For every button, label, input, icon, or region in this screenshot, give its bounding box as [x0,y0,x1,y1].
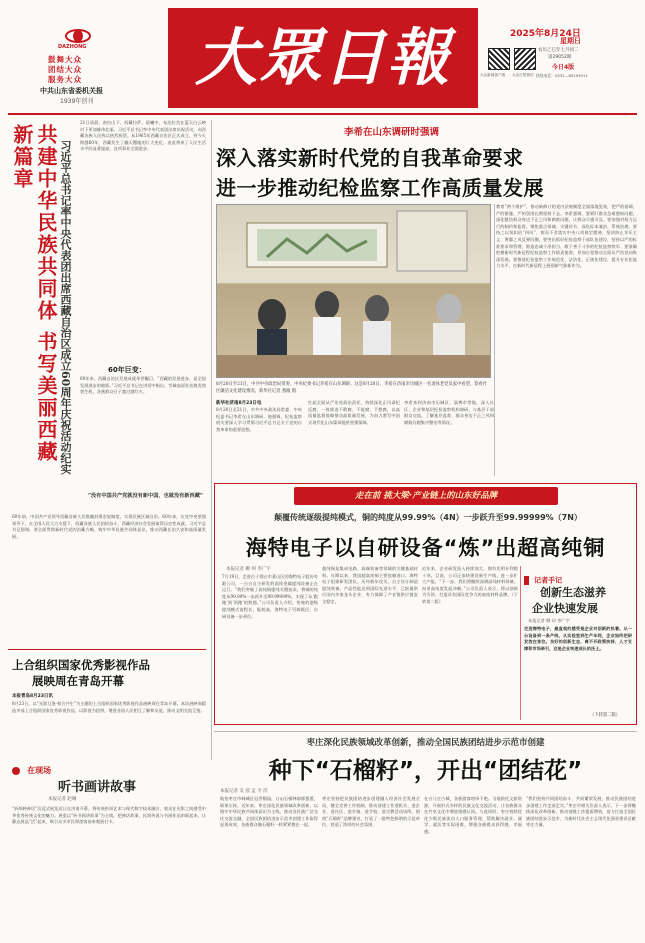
qr-label-wechat: 大众日报微信 [512,73,534,77]
qr-code-icon[interactable] [514,48,536,70]
page-count: 今日4版 [552,64,575,71]
left-news [8,655,208,755]
masthead [0,0,645,118]
bottom-headline: 种下“石榴籽”，开出“团结花” [268,758,583,784]
live-icon [12,767,20,775]
lead-photo [216,204,491,378]
left-feature-subtitle: 习近平总书记率中央代表团出席西藏自治区成立60周年庆祝活动纪实 [59,140,72,475]
newspaper-logo-icon [64,28,92,44]
lead-body-mid: 扛起全面从严治党政治责任，持续深化正风肃纪反腐，一体推进不敢腐、不能腐、不想腐，以高质量监督保障推动高质量发展，为奋力谱写中国式现代化山东篇章提供坚强保障。 [308,400,400,425]
lead-headline-2: 进一步推动纪检监察工作高质量发展 [216,176,544,200]
issue-weekday: 星期日 [560,37,581,45]
bottom-body-4: “我们坚持共同团结奋斗、共同繁荣发展，推动民族团结进步创建工作走深走实。”枣庄市相关负责人表示，下一步将继续深化改革创新，推动创建工作提质增效，奋力打造全国民族团结进步示范市，为新时代社会主义现代化强省建设贡献枣庄力量。 [526,796,636,828]
bottom-kicker: 枣庄深化民族领域改革创新，推动全国民族团结进步示范市创建 [306,738,545,748]
bottom-byline: 本报记者 吴 茵 孟 令 洋 [220,789,268,794]
qr-code-icon[interactable] [488,48,510,70]
left-news-dateline: 本报青岛8月23日讯 [12,694,53,699]
special-body-1: 7月19日，走进位于烟台市莱山区的海特电子股份有限公司，一台台自主研发的高纯金属提纯设备正在运行。“我们突破了高纯铜提纯关键技术，将铜的纯度从99.99%一步跃升至99.99999%，实现了从‘跟跑’到‘领跑’的跨越。”公司负责人介绍。传统的逐级提纯模式流程长、能耗高，海特电子另辟蹊径，自研设备一步到位。 [222,574,318,619]
slogan-1: 鼓舞大众 [48,55,82,64]
bottom-body-1: 航拍枣庄市峄城区冠世榴园，万亩石榴林郁郁葱葱，硕果压枝。近年来，枣庄深化民族领域改革创新，以铸牢中华民族共同体意识为主线，推动各民族广泛交往交流交融，全国民族团结进步示范市创建工作取得显著成效，各族群众像石榴籽一样紧紧抱在一起。 [220,796,318,828]
note-icon [524,576,529,585]
special-deck: 颠覆传统逐级提纯模式，铜的纯度从99.99%（4N）一步跃升至99.99999%（7N） [274,513,582,522]
left-feature-quote: “没有中国共产党就没有新中国，也就没有新西藏” [88,493,203,499]
left-feature-title: 共建中华民族共同体 书写美丽西藏新篇章 [10,124,58,463]
left-feature [8,120,208,640]
note-title-2: 企业快速发展 [532,602,598,615]
column-body: “折纸映神话”沉浸式展览近日在济南开幕。将传统折纸艺术与现代数字技术融合，观众在光影之间感受中华优秀传统文化的魅力。展览以“听书画讲故事”为主线，把神话故事、民间传说与书画作品串联起来，让静态展品“活”起来，吸引众多市民和游客前来观展打卡。 [12,806,206,825]
issue-date: 2025年8月24日 [510,29,581,39]
note-byline: 本报记者 柳 珂 李广宇 [528,618,570,623]
qr-label-app: 大众新闻客户端 [480,73,506,77]
special-banner: 走在前 挑大梁·产业链上的山东好品牌 [354,491,498,501]
left-feature-body-3: 60年前，中国共产党领导西藏各族人民推翻封建农奴制度，实现民族区域自治。60年来，在党中央坚强领导下，在全国人民大力支援下，西藏各族人民团结奋斗，西藏经济社会发展取得历史性成就。习近平总书记强调，要全面贯彻新时代党的治藏方略，铸牢中华民族共同体意识，推动西藏长治久安和高质量发展。 [12,514,206,539]
lead-photo-image [217,205,491,378]
note-title-1: 创新生态滋养 [540,586,606,599]
column-title: 听书画讲故事 [58,780,137,795]
lead-body-left: 8月20日至21日，中共中央政治局常委、中央纪委书记李希在山东调研。他强调，纪检监察机关要深入学习贯彻习近平总书记关于党的自我革命的重要思想。 [216,407,302,432]
bottom-body-3: 在台儿庄古城，各族游客络绎不绝。当地依托文旅资源，开展形式多样的民族文化交流活动，让各族群众在共享文化中增进情感认同。与此同时，枣庄持续优化少数民族流动人口服务管理，帮助解决就业、就学、就医等实际困难，增强各族群众获得感、幸福感。 [424,796,522,834]
column-section [8,760,208,938]
lead-headline-1: 深入落实新时代党的自我革命要求 [216,146,524,170]
lead-photo-caption: 8月20日至21日，中共中央政治局常委、中央纪委书记李希在山东调研。这是8月20日，李希在济南市历城区一名退休老党员家中看望，察看社区廉洁文化建设情况。新华社记者 燕雁 摄 [216,382,488,394]
note-label: 记者手记 [534,576,563,585]
special-byline: 本报记者 柳 珂 李广宇 [226,567,271,572]
left-news-body: 8月23日，以“光影互鉴·和合共生”为主题的上合组织国家优秀影视作品展映周在青岛开幕。本次展映周精选多部上合组织国家优秀影视作品，以影视为纽带，增进各国人民相互了解和友谊，推动文明交流互鉴。 [12,701,206,713]
special-body-3: 近年来，企业研发投入持续加大，拥有发明专利数十项。目前，公司正加快建设新生产线，进一步扩大产能。“下一步，我们将继续深耕高纯材料领域，向更高纯度发起冲刺。”公司负责人表示，将以创新为引领，打造具有国际竞争力的高纯材料品牌。（下转第二版） [422,566,518,604]
lead-divider-right [494,204,495,476]
left-feature-body-2: 60年来，西藏自治区发展成就举世瞩目。“西藏的发展进步，是全国发展进步的缩影。”习近平总书记在讲话中指出。雪域高原处处焕发勃勃生机，各族群众日子越过越红火。 [80,376,206,395]
bottom-rule [214,731,637,732]
special-headline: 海特电子以自研设备“炼”出超高纯铜 [245,536,606,560]
issue-lunar: 农历乙巳年七月初二 [538,48,579,53]
hotline: 热线电话：0531—85193911 [536,73,588,78]
lead-dateline: 新华社济南8月23日电 [216,401,262,406]
slogan-3: 服务大众 [48,75,82,84]
note-body: 走进海特电子，最直观的感受是企业对创新的执着。从一台设备到一条产线，从实验室到生产车间，企业始终把研发放在首位。良好的创新生态，离不开政策扶持、人才支撑和市场牵引，这是企业快速成长的沃土。 [524,626,632,651]
masthead-title: 大眾日報 [194,21,451,94]
live-label: 在现场 [27,766,52,775]
lead-body-right: 李希来到济南市历城区、淄博市等地，深入社区、企业和基层纪检监察机构调研，与基层干部群众交流，了解基层监督、群众身边不正之风和腐败问题集中整治等情况。 [404,400,494,425]
left-news-headline-1: 上合组织国家优秀影视作品 [12,658,150,672]
left-feature-body: 21日清晨，南拉山下，西藏拉萨，晨曦中，布达拉宫在蓝天白云映衬下更加雄伟壮丽。习近平总书记率中央代表团出席庆祝活动，向西藏各族人民致以热烈祝贺。从1965年西藏自治区正式成立，到今天跨越60年，西藏发生了翻天覆地的巨大变化。由此带来了人民生活水平的显著提高，各项事业全面进步。 [80,120,206,152]
slogan-2: 团结大众 [48,65,82,74]
column-byline: 本报记者 赵琳 [48,797,77,802]
left-divider [211,120,212,760]
masthead-rule [8,113,637,115]
founded-label: 1939年创刊 [60,98,94,105]
note-label-tag [524,570,570,585]
left-news-headline-2: 展映周在青岛开幕 [32,674,124,688]
lead-kicker: 李希在山东调研时强调 [344,127,440,138]
note-continued: （下转第二版） [590,713,621,718]
lead-body-far-right: 教育“两个维护”，推动新修订的党内法规制度全面落地见效，把严的基调、严的措施、严的氛围长期坚持下去。李希强调，要紧盯群众急难愁盼问题，深化整治群众身边不正之风和腐败问题，让群众可感可及。要加强对权力运行的制约和监督，聚焦重点领域、关键环节，深化标本兼治、系统治理。要持之以恒纠治“四风”，锲而不舍落实中央八项规定精神，坚决防止享乐主义、奢靡之风反弹回潮。要突出抓好纪检监察干部队伍建设，坚持以严的标准要求和管理，锻造忠诚干净担当、敢于善于斗争的纪检监察铁军。要准确把握新时代新征程纪检监察工作职责使命，更加自觉推动全面从严治党向纵深发展。要推进纪检监察工作规范化、法治化、正规化建设，提升专业化能力水平，在新时代新征程上展现新气象新作为。 [496,204,637,269]
live-section-label [12,760,72,775]
issue-number: 第29052期 [548,55,572,60]
left-feature-section-title: 60年巨变： [108,366,146,374]
left-news-rule [8,649,206,650]
special-body-2: 超纯铜是集成电路、高端装备等领域的关键基础材料。长期以来，我国超高纯铜主要依赖进口。海特电子组建研发团队，历经数年攻关，自主设计制造提纯装备，产品性能达到国际先进水平，已批量供应国内多家龙头企业，有力保障了产业链供应链安全稳定。 [322,566,418,604]
publisher-label: 中共山东省委机关报 [40,87,103,95]
note-divider [520,566,521,720]
logo-wordmark: DAZHONG [58,44,87,50]
bottom-body-2: 枣庄坚持把民族团结进步创建融入经济社会发展全局，健全完善工作机制，推动创建工作进机关、进企业、进社区、进乡镇、进学校、进宗教活动场所。围绕“石榴籽”品牌建设，打造了一批特色鲜明的示范单位，营造了浓厚的社会氛围。 [322,796,420,828]
